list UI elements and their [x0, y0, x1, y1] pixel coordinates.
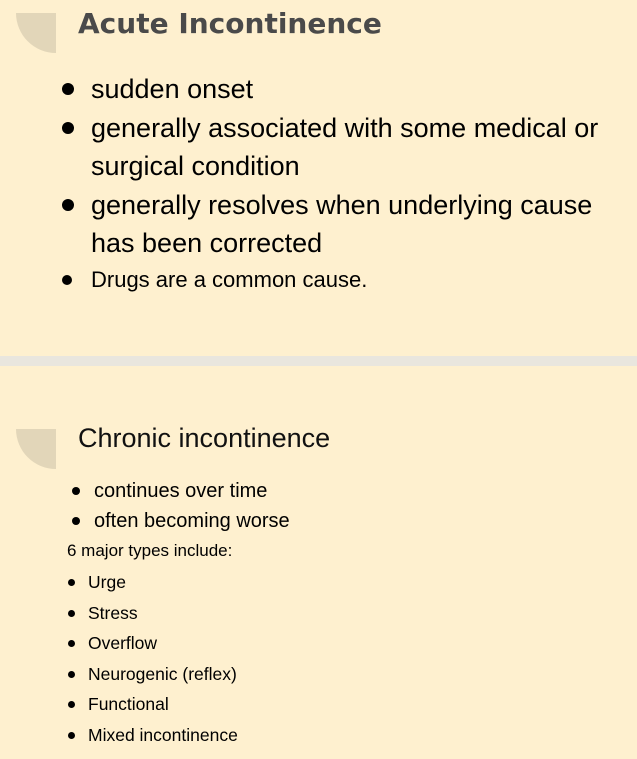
bullet-icon: [62, 275, 72, 285]
bullet-icon: [62, 199, 74, 211]
bullet-icon: [62, 122, 74, 134]
corner-decoration-icon: [16, 429, 76, 489]
slide-title: Chronic incontinence: [78, 423, 331, 453]
list-item: Drugs are a common cause.: [60, 265, 620, 295]
bullet-list: [60, 70, 620, 295]
bullet-icon: [68, 732, 75, 739]
bullet-list: [72, 476, 290, 536]
slide-title: Acute Incontinence: [78, 7, 382, 40]
bullet-icon: [68, 610, 75, 617]
list-item: Functional: [67, 689, 238, 720]
list-item: generally associated with some medical or surgical condition: [60, 109, 620, 186]
list-item: Stress: [67, 598, 238, 629]
bullet-icon: [72, 517, 80, 525]
list-item: Overflow: [67, 628, 238, 659]
list-item: generally resolves when underlying cause has been corrected: [60, 186, 620, 263]
bullet-icon: [68, 579, 75, 586]
bullet-icon: [68, 640, 75, 647]
list-item: Urge: [67, 567, 238, 598]
list-item: Mixed incontinence: [67, 720, 238, 751]
list-item: often becoming worse: [72, 506, 290, 536]
bullet-icon: [68, 701, 75, 708]
bullet-icon: [72, 487, 80, 495]
list-item: sudden onset: [60, 70, 620, 109]
list-item: continues over time: [72, 476, 290, 506]
corner-decoration-icon: [16, 13, 76, 73]
list-item: Neurogenic (reflex): [67, 659, 238, 690]
slide-acute-incontinence: [0, 0, 637, 356]
slide-chronic-incontinence: [0, 366, 637, 759]
types-list: [67, 567, 238, 750]
bullet-icon: [68, 671, 75, 678]
bullet-icon: [62, 83, 74, 95]
types-intro-text: 6 major types include:: [67, 541, 233, 560]
